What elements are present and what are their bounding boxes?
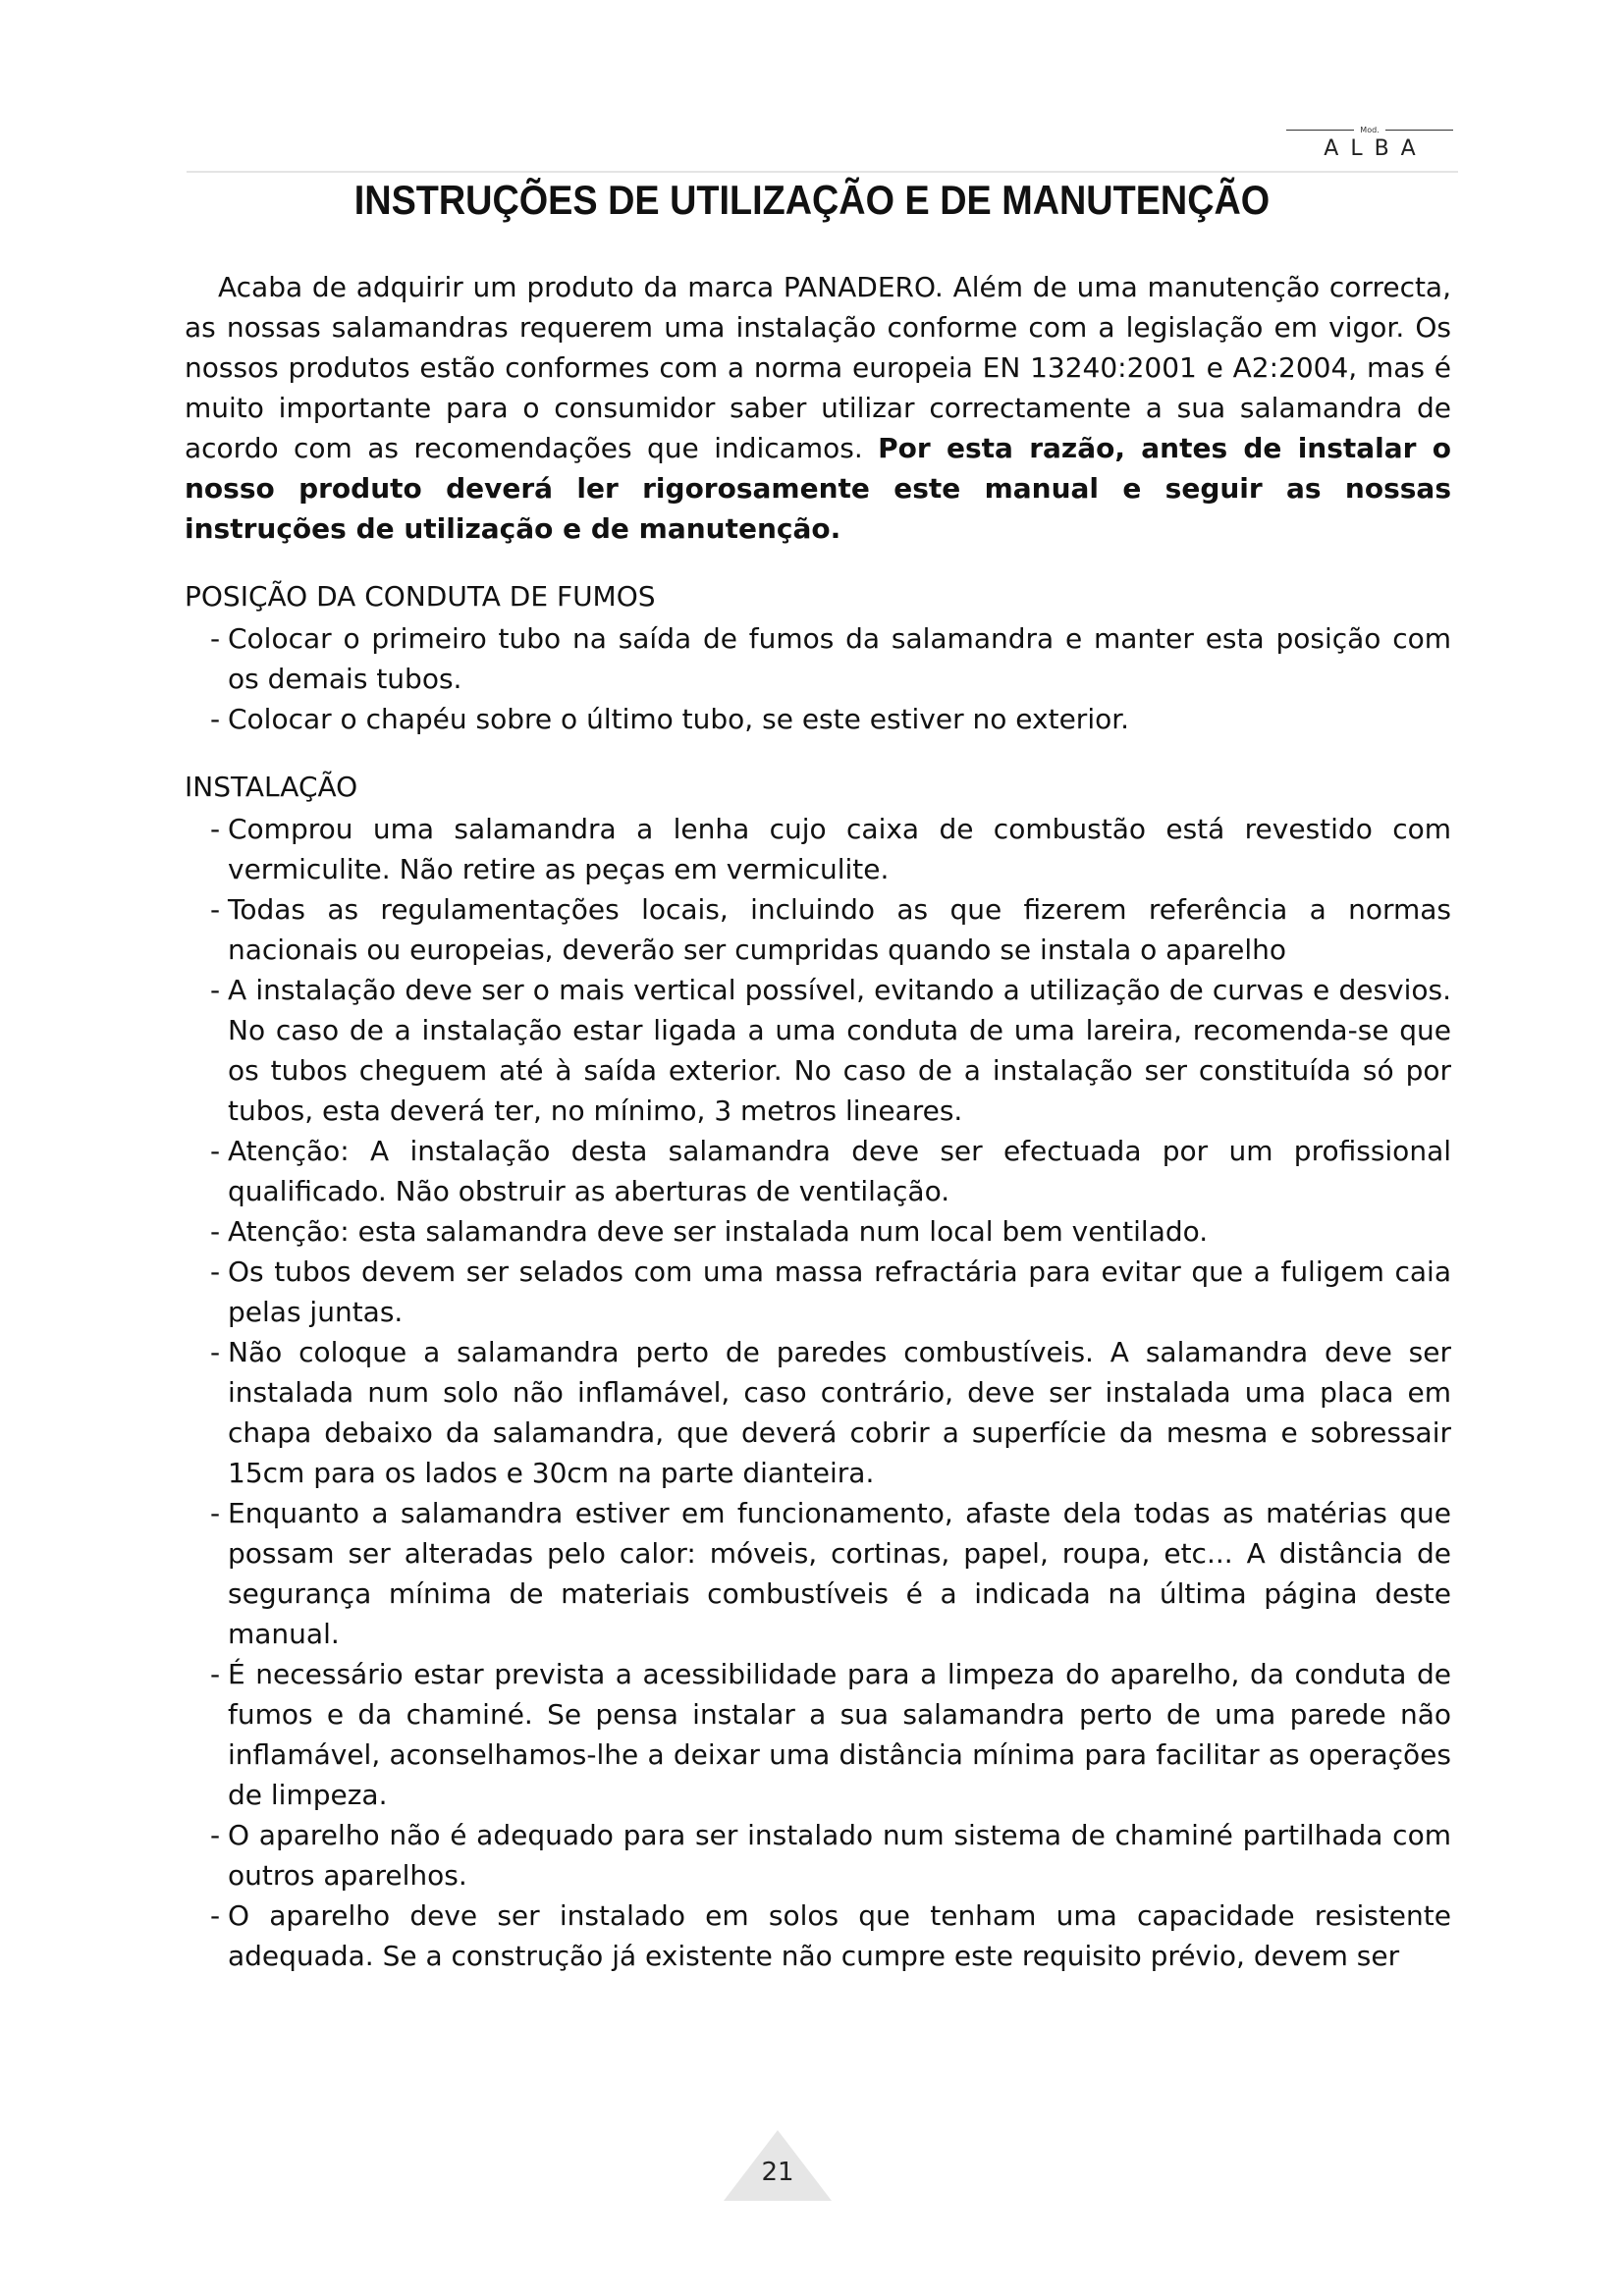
list-item: - A instalação deve ser o mais vertical possível, evitando a utilização de curvas e desvios. No caso de a instalação estar ligada a uma conduta de uma lareira, recomenda-se que os tubos cheguem até à saída exterior. No caso de a instalação ser constituída só por tubos, esta deverá ter, no mínimo, 3 metros lineares. bbox=[210, 970, 1451, 1131]
model-prefix: Mod. bbox=[1360, 126, 1380, 134]
divider bbox=[1286, 130, 1354, 131]
page-number-badge bbox=[724, 2130, 832, 2201]
section-heading: INSTALAÇÃO bbox=[185, 771, 358, 803]
model-prefix-row bbox=[1286, 126, 1453, 134]
model-tag bbox=[1286, 126, 1453, 161]
document-body bbox=[185, 267, 1451, 2003]
list-item: - Colocar o chapéu sobre o último tubo, se este estiver no exterior. bbox=[210, 699, 1451, 739]
list-item: - Os tubos devem ser selados com uma massa refractária para evitar que a fuligem caia pelas juntas. bbox=[210, 1252, 1451, 1332]
section-installation bbox=[185, 767, 1451, 1976]
list-item: - Colocar o primeiro tubo na saída de fumos da salamandra e manter esta posição com os demais tubos. bbox=[210, 618, 1451, 699]
header-rule bbox=[187, 171, 1458, 173]
intro-paragraph bbox=[185, 267, 1451, 549]
list-item: - Enquanto a salamandra estiver em funcionamento, afaste dela todas as matérias que possam ser alteradas pelo calor: móveis, cortinas, papel, roupa, etc... A distância de segurança mínima de materiais combustíveis é a indicada na última página deste manual. bbox=[210, 1493, 1451, 1654]
list-item: - O aparelho deve ser instalado em solos que tenham uma capacidade resistente adequada. Se a construção já existente não cumpre este requisito prévio, devem ser bbox=[210, 1896, 1451, 1976]
section-flue-position bbox=[185, 576, 1451, 739]
divider bbox=[1385, 130, 1453, 131]
model-name: ALBA bbox=[1324, 136, 1428, 161]
list-item: - O aparelho não é adequado para ser instalado num sistema de chaminé partilhada com outros aparelhos. bbox=[210, 1815, 1451, 1896]
section-heading: POSIÇÃO DA CONDUTA DE FUMOS bbox=[185, 580, 656, 613]
list-item: - Atenção: esta salamandra deve ser instalada num local bem ventilado. bbox=[210, 1211, 1451, 1252]
list-item: - Todas as regulamentações locais, incluindo as que fizerem referência a normas nacionais ou europeias, deverão ser cumpridas quando se instala o aparelho bbox=[210, 889, 1451, 970]
list-item: - Atenção: A instalação desta salamandra deve ser efectuada por um profissional qualificado. Não obstruir as aberturas de ventilação. bbox=[210, 1131, 1451, 1211]
list-item: - É necessário estar prevista a acessibilidade para a limpeza do aparelho, da conduta de fumos e da chaminé. Se pensa instalar a sua salamandra perto de uma parede não inflamável, aconselhamos-lhe a deixar uma distância mínima para facilitar as operações de limpeza. bbox=[210, 1654, 1451, 1815]
instruction-list bbox=[185, 618, 1451, 739]
instruction-list bbox=[185, 809, 1451, 1976]
intro-bold-text: Por esta razão, antes de instalar o nosso produto deverá ler rigorosamente este manual e seguir as nossas instruções de utilização e de manutenção. bbox=[185, 432, 1451, 545]
page-number: 21 bbox=[761, 2158, 794, 2187]
list-item: - Comprou uma salamandra a lenha cujo caixa de combustão está revestido com vermiculite. Não retire as peças em vermiculite. bbox=[210, 809, 1451, 889]
list-item: - Não coloque a salamandra perto de paredes combustíveis. A salamandra deve ser instalada num solo não inflamável, caso contrário, deve ser instalada uma placa em chapa debaixo da salamandra, que deverá cobrir a superfície da mesma e sobressair 15cm para os lados e 30cm na parte dianteira. bbox=[210, 1332, 1451, 1493]
page-title: INSTRUÇÕES DE UTILIZAÇÃO E DE MANUTENÇÃO bbox=[353, 177, 1271, 223]
intro-text: Acaba de adquirir um produto da marca PANADERO. Além de uma manutenção correcta, as nossas salamandras requerem uma instalação conforme com a legislação em vigor. Os nossos produtos estão conformes com a norma europeia EN 13240:2001 e A2:2004, mas é muito importante para o consumidor saber utilizar correctamente a sua salamandra de acordo com as recomendações que indicamos. bbox=[185, 271, 1451, 464]
